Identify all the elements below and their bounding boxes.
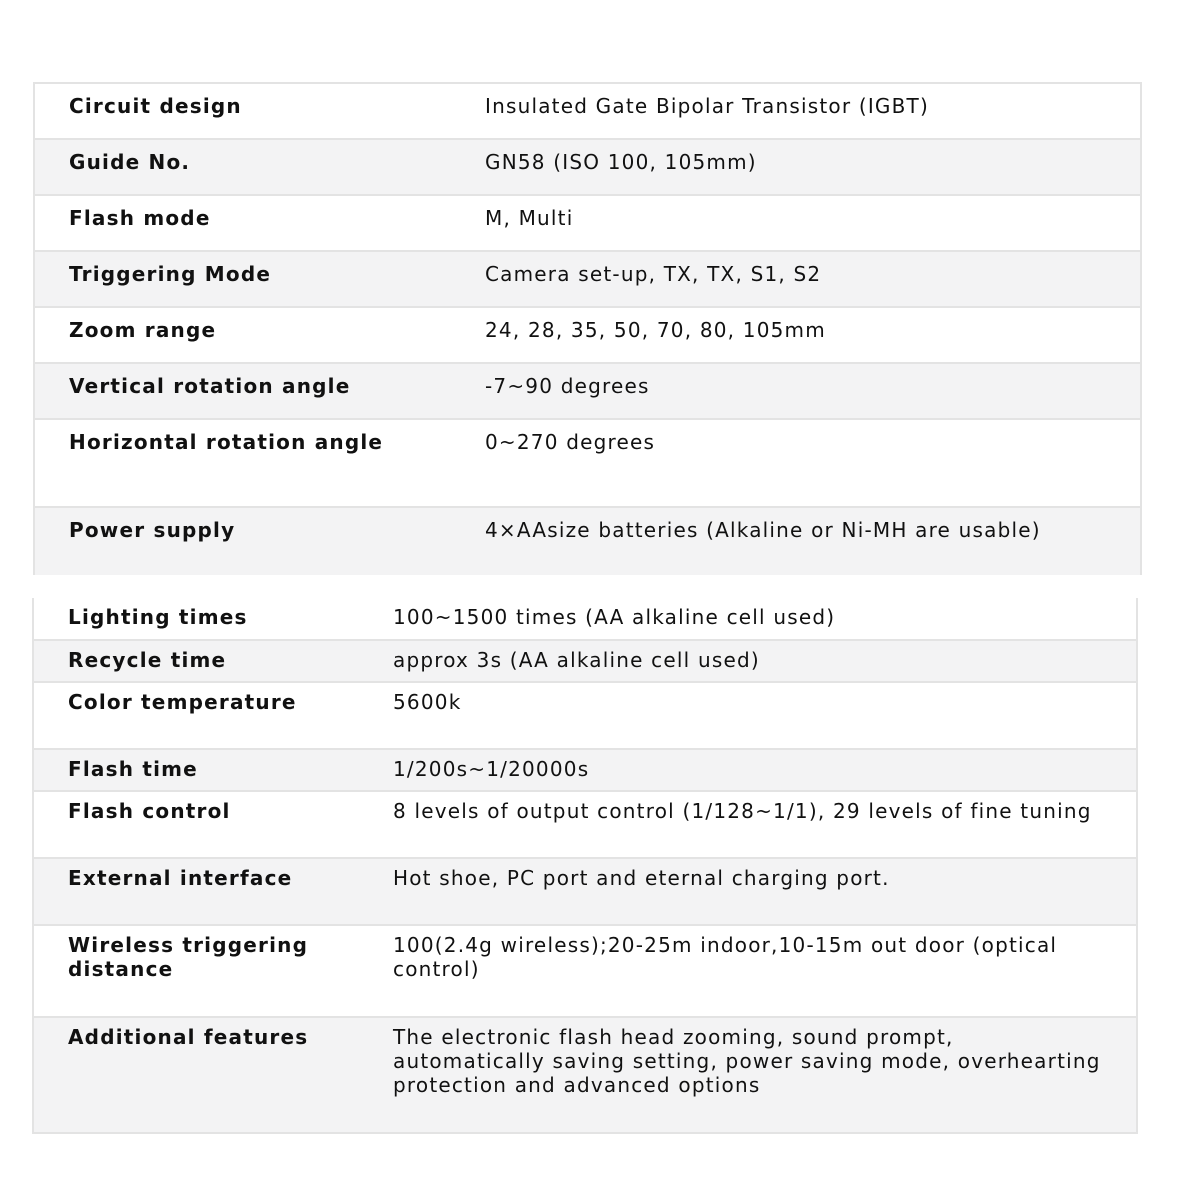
table-row <box>33 682 1137 749</box>
spec-label: Zoom range <box>69 318 217 342</box>
spec-value: Insulated Gate Bipolar Transistor (IGBT) <box>485 94 929 118</box>
spec-value: 1/200s~1/20000s <box>393 757 590 781</box>
table-row <box>33 749 1137 791</box>
table-row <box>34 363 1141 419</box>
spec-label: Circuit design <box>69 94 242 118</box>
spec-label: Flash mode <box>69 206 211 230</box>
spec-value: 100~1500 times (AA alkaline cell used) <box>393 605 836 629</box>
spec-label: External interface <box>68 866 293 890</box>
spec-value: 8 levels of output control (1/128~1/1), 29 levels of fine tuning <box>393 799 1092 823</box>
table-row <box>34 419 1141 507</box>
table-row <box>34 251 1141 307</box>
spec-value: M, Multi <box>485 206 574 230</box>
table-row <box>33 640 1137 682</box>
spec-value: 5600k <box>393 690 462 714</box>
table-row <box>33 858 1137 925</box>
spec-table-2 <box>32 598 1138 1134</box>
spec-label: Triggering Mode <box>69 262 272 286</box>
table-row <box>33 598 1137 640</box>
table-row <box>34 507 1141 575</box>
table-row <box>34 195 1141 251</box>
table-row <box>33 1017 1137 1133</box>
spec-value: approx 3s (AA alkaline cell used) <box>393 648 760 672</box>
spec-label: Guide No. <box>69 150 191 174</box>
spec-value: 24, 28, 35, 50, 70, 80, 105mm <box>485 318 826 342</box>
spec-value: 4×AAsize batteries (Alkaline or Ni-MH are usable) <box>485 518 1041 542</box>
spec-label: Additional features <box>68 1025 309 1049</box>
spec-value: 0~270 degrees <box>485 430 656 454</box>
spec-value: GN58 (ISO 100, 105mm) <box>485 150 757 174</box>
spec-label: Flash time <box>68 757 198 781</box>
spec-label: Color temperature <box>68 690 297 714</box>
spec-table-1 <box>33 82 1142 575</box>
spec-label: Flash control <box>68 799 231 823</box>
table-row <box>33 791 1137 858</box>
spec-value: Hot shoe, PC port and eternal charging port. <box>393 866 890 890</box>
spec-label: Horizontal rotation angle <box>69 430 384 454</box>
spec-value: Camera set-up, TX, TX, S1, S2 <box>485 262 822 286</box>
table-row <box>34 83 1141 139</box>
spec-value: 100(2.4g wireless);20-25m indoor,10-15m out door (optical control) <box>393 933 1058 981</box>
spec-label: Wireless triggering distance <box>68 933 309 981</box>
spec-label: Power supply <box>69 518 236 542</box>
spec-label: Vertical rotation angle <box>69 374 351 398</box>
spec-label: Recycle time <box>68 648 227 672</box>
table-row <box>33 925 1137 1017</box>
spec-value: The electronic flash head zooming, sound prompt, automatically saving setting, power saving mode, overhearting protection and advanced options <box>393 1025 1101 1097</box>
table-row <box>34 139 1141 195</box>
table-row <box>34 307 1141 363</box>
spec-value: -7~90 degrees <box>485 374 650 398</box>
spec-label: Lighting times <box>68 605 248 629</box>
